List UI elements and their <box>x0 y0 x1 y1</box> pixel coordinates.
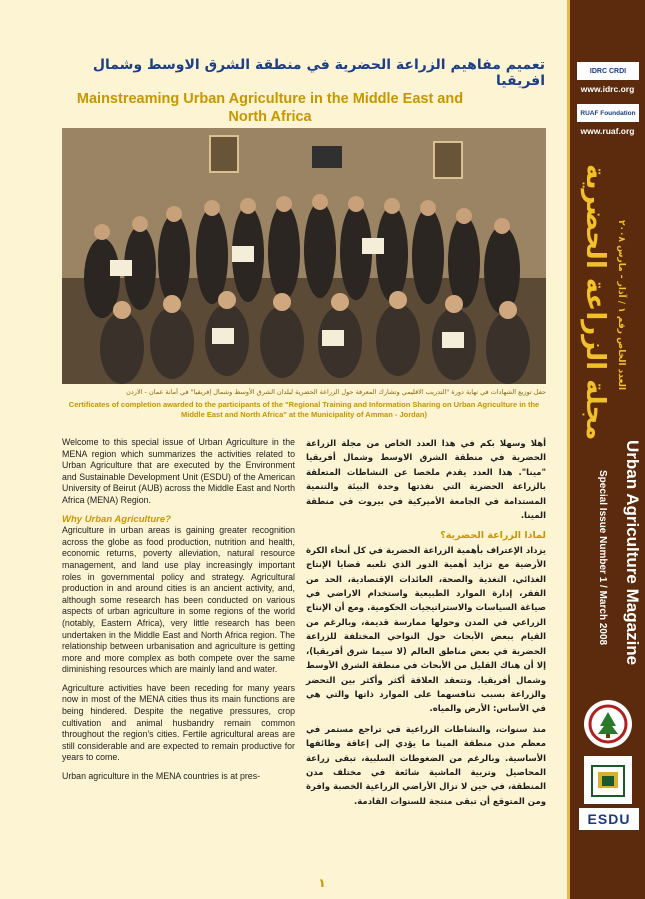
issue-english: Special Issue Number 1 / March 2008 <box>597 470 608 646</box>
arabic-intro: أهلا وسهلا بكم في هذا العدد الخاص من مجلة الزراعة الحضرية في منطقة الشرق الاوسط وشمال أفريقيا "مينا". هذا العدد يقدم ملخصا عن النشاطات المتعلقة بالزراعة الحضرية التي نفذتها وحدة البيئة والتنمية المستدامة في الجامعة الأميركية في بيروت في منطقة المينا. <box>306 439 546 522</box>
issue-arabic: العدد الخاص رقم ١ / آذار - مارس ٢٠٠٨ <box>616 219 626 391</box>
photo-caption-arabic: حفل توزيع الشهادات في نهاية دورة "التدريب الاقليمي وتشارك المعرفة حول الزراعة الحضرية لبلدان الشرق الأوسط وشمال إفريقيا" في أمانة عمان - الاردن <box>126 388 546 396</box>
arabic-subhead: لماذا الزراعة الحضرية؟ <box>440 530 546 542</box>
arabic-paragraph-1: يزداد الإعتراف بأهمية الزراعة الحضرية في كل أنحاء الكرة الأرضية مع تزايد أهمية الدور الذي تلعبه قضايا الإنتاج الغذائي، التغذية والصحة، العائدات الإقتصادية، الحد من الفقر، إدارة الموارد الطبيعية واستخدام الاراضي في صياغة السياسات والاستراتيجيات الحكومية. ومع أن الإنتاج الزراعي في المدن وحولها ممارسة قديمة، وبالرغم من القيام ببعض الأبحاث حول النواحي المختلفة للزراعة الحضرية في بعض مناطق العالم (لا سيما شرق أفريقيا)، إلا أن هناك القليل من الأبحاث في منطقة الشرق الأوسط وشمال أفريقيا. وتتعقد العلاقة أكثر وأكثر بين التحضر والزراعة بسبب تنافسهما على الموارد ذاتها والتي هي في الأساس: الأرض والمياه. <box>306 545 546 715</box>
magazine-title-english: Urban Agriculture Magazine <box>623 440 642 666</box>
photo-caption-english: Certificates of completion awarded to the participants of the "Regional Training and Information Sharing on Urban Agriculture in the Middle East and North Africa" at the Municipality of Amman - Jordan) <box>68 400 540 419</box>
page-number: ١ <box>318 876 326 890</box>
arabic-column <box>306 437 546 815</box>
cedar-seal-icon <box>584 700 632 748</box>
idrc-url[interactable]: www.idrc.org <box>580 84 635 94</box>
arabic-paragraph-2: منذ سنوات، والنشاطات الزراعية في تراجع مستمر في معظم مدن منطقة المينا ما يؤدي إلى إعاقة وظائفها الأساسية. وبالرغم من الضغوطات السلبية، تبقى زراعة المحاصيل وتربية الماشية شائعة في مختلف مدن المنطقة، في حين لا تزال الأراضي الزراعية الخصبة وافرة ومن المتوقع أن تبقى منتجة للسنوات القادمة. <box>306 724 546 807</box>
ruaf-logo: RUAF Foundation <box>577 104 639 122</box>
english-column <box>62 437 295 790</box>
page-title-english: Mainstreaming Urban Agriculture in the Middle East and North Africa <box>76 91 464 125</box>
ruaf-url[interactable]: www.ruaf.org <box>580 126 635 136</box>
page-title-arabic: تعميم مفاهيم الزراعة الحضرية في منطقة الشرق الاوسط وشمال افريقيا <box>92 57 545 89</box>
magazine-title-arabic: مجلة الزراعة الحضرية <box>580 163 610 440</box>
english-paragraph-1: Agriculture in urban areas is gaining greater recognition across the globe as food production, nutrition and health, economic returns, poverty alleviation, natural resource management, and land use play increasingly important roles in governmental policy and strategy. Agricultural production in and around cities is an ancient activity, and, although some research has been conducted on various aspects of urban agriculture in some regions of the world (notably, Eastern Africa), very little research has been undertaken in the Middle East and North Africa region. The relationship between urbanisation and agriculture is getting more and more complex as both compete over the same diminishing resources which are mainly land and water. <box>62 525 295 675</box>
english-intro: Welcome to this special issue of Urban Agriculture in the MENA region which summarizes the activities related to Urban Agriculture that are executed by the Environment and Sustainable Development Unit (ESDU) of the American University of Beirut (AUB) across the Middle East and North Africa (MENA) Region. <box>62 437 295 505</box>
aub-seal-icon <box>584 756 632 804</box>
english-paragraph-3: Urban agriculture in the MENA countries is at pres- <box>62 771 261 782</box>
english-paragraph-2: Agriculture activities have been receding for many years now in most of the MENA cities thus its main functions are being hindered. Despite the negative pressures, crop cultivation and animal husbandry remain common throughout the region's cities. Fertile agricultural areas are still considerable and are expected to remain productive for years to come. <box>62 682 295 763</box>
group-photo <box>62 128 546 384</box>
idrc-logo: IDRC CRDI <box>577 62 639 80</box>
esdu-logo: ESDU <box>579 808 639 830</box>
sidebar <box>567 0 645 899</box>
english-subhead: Why Urban Agriculture? <box>62 513 171 525</box>
